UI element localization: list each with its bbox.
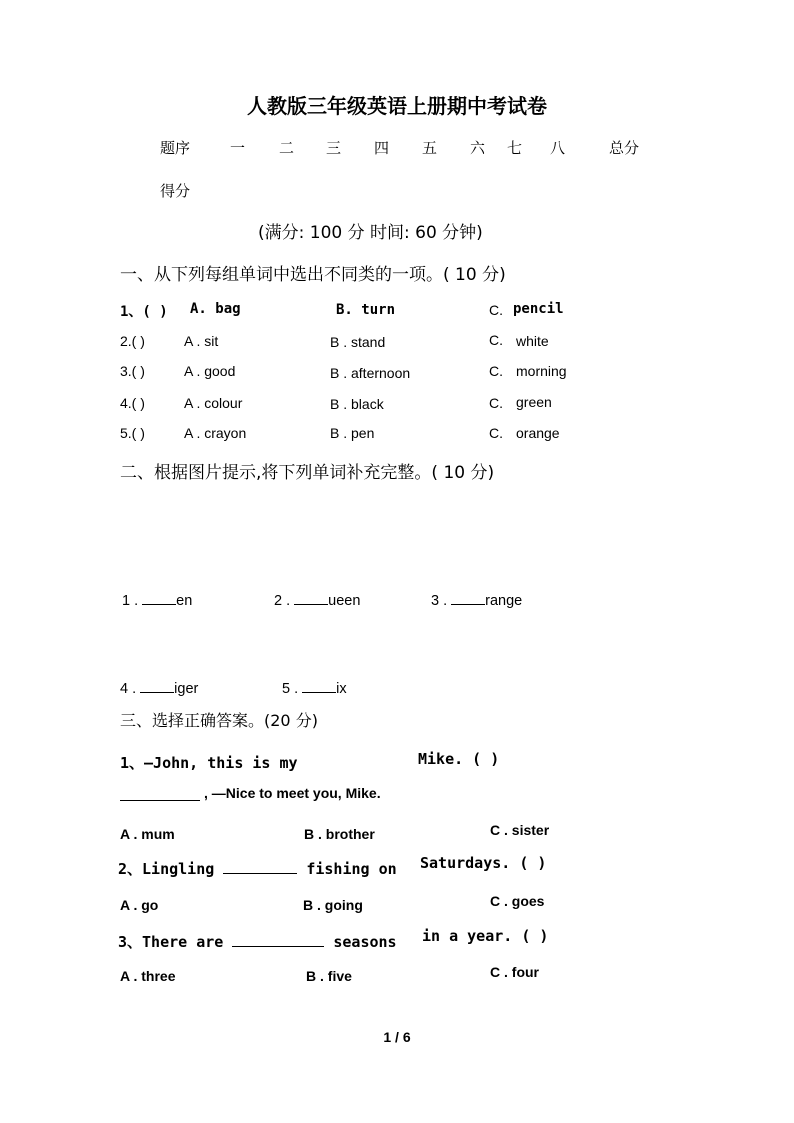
- s1-q1-option-c-label: C.: [489, 302, 503, 318]
- s2-q1-num: 1 .: [122, 593, 139, 609]
- s1-q2-option-b: B . stand: [330, 334, 386, 350]
- s3-q1-text-end: Mike. ( ): [418, 750, 500, 768]
- s3-q3-option-c: C . four: [490, 964, 539, 980]
- s3-q2-part2: fishing on: [306, 860, 397, 878]
- s2-q2-blank[interactable]: [294, 590, 328, 605]
- s2-q3-num: 3 .: [431, 593, 448, 609]
- s1-q3-option-a: A . good: [184, 363, 236, 379]
- s2-q4-suffix: iger: [174, 681, 199, 697]
- s3-q1-reply-text: —Nice to meet you, Mike.: [211, 785, 381, 801]
- s2-q1-suffix: en: [176, 593, 193, 609]
- s3-q2-option-c: C . goes: [490, 893, 545, 909]
- s2-q5: [282, 678, 347, 697]
- s1-q2-num: 2.( ): [120, 333, 145, 349]
- s1-q4-option-c-label: C.: [489, 395, 503, 411]
- s1-q4-option-c: green: [516, 394, 552, 410]
- s1-q3-option-c-label: C.: [489, 363, 503, 379]
- s3-q1-option-a: A . mum: [120, 826, 175, 842]
- s1-q2-option-c-label: C.: [489, 332, 503, 348]
- s3-q2-option-b: B . going: [303, 897, 363, 913]
- s3-q1-option-b: B . brother: [304, 826, 375, 842]
- s1-q4-num: 4.( ): [120, 395, 145, 411]
- s3-q3-part1: 3、There are: [118, 933, 224, 951]
- s1-q1-option-c: pencil: [513, 301, 564, 317]
- score-label-order: 题序: [160, 139, 191, 157]
- section2-heading: 二、根据图片提示,将下列单词补充完整。( 10 分): [120, 463, 495, 483]
- s2-q1-blank[interactable]: [142, 590, 176, 605]
- score-col-2: 二: [279, 139, 295, 157]
- section3-heading: 三、选择正确答案。(20 分): [120, 711, 318, 730]
- s2-q1: [122, 590, 192, 609]
- s1-q5-option-a: A . crayon: [184, 425, 247, 441]
- s2-q3: [431, 590, 522, 609]
- s3-q3-option-b: B . five: [306, 968, 352, 984]
- s2-q4-blank[interactable]: [140, 678, 174, 693]
- s3-q3-part2: seasons: [333, 933, 397, 951]
- s3-q1-option-c: C . sister: [490, 822, 550, 838]
- page-title: 人教版三年级英语上册期中考试卷: [247, 94, 547, 118]
- s2-q3-suffix: range: [485, 593, 523, 609]
- score-col-5: 五: [422, 139, 438, 157]
- score-col-4: 四: [374, 139, 390, 157]
- s1-q2-option-a: A . sit: [184, 333, 219, 349]
- score-total-label: 总分: [609, 139, 640, 157]
- s3-q1-text: 1、—John, this is my: [120, 754, 298, 772]
- s2-q5-blank[interactable]: [302, 678, 336, 693]
- s3-q2-option-a: A . go: [120, 897, 159, 913]
- s2-q3-blank[interactable]: [451, 590, 485, 605]
- s1-q5-option-c: orange: [516, 425, 560, 441]
- s3-q1-reply: , —Nice to meet you, Mike.: [204, 785, 381, 801]
- s3-q3-text: [118, 931, 397, 952]
- s2-q5-num: 5 .: [282, 681, 299, 697]
- s1-q3-num: 3.( ): [120, 363, 145, 379]
- s3-q2-blank[interactable]: [223, 858, 297, 874]
- s2-q2-num: 2 .: [274, 593, 291, 609]
- s1-q3-option-b: B . afternoon: [330, 365, 411, 381]
- s1-q1-num: 1、( ): [120, 304, 168, 320]
- s1-q4-option-b: B . black: [330, 396, 384, 412]
- score-col-1: 一: [230, 139, 246, 157]
- s2-q4-num: 4 .: [120, 681, 137, 697]
- s3-q3-text-end: in a year. ( ): [422, 927, 549, 945]
- s3-q2-part1: 2、Lingling: [118, 860, 215, 878]
- s2-q2-suffix: ueen: [328, 593, 361, 609]
- score-col-7: 七: [507, 139, 523, 157]
- s2-q4: [120, 678, 198, 697]
- section1-heading: 一、从下列每组单词中选出不同类的一项。( 10 分): [120, 265, 506, 285]
- s1-q1-option-b: B. turn: [336, 302, 396, 318]
- score-col-6: 六: [470, 139, 486, 157]
- exam-meta: (满分: 100 分 时间: 60 分钟): [258, 223, 483, 243]
- score-col-8: 八: [550, 139, 566, 157]
- s2-q5-suffix: ix: [336, 681, 347, 697]
- score-col-3: 三: [326, 139, 342, 157]
- s3-q2-text-end: Saturdays. ( ): [420, 854, 547, 872]
- s3-q2-text: [118, 858, 397, 879]
- s1-q1-option-a: A. bag: [190, 301, 241, 317]
- page-number: 1 / 6: [383, 1029, 411, 1045]
- score-label-points: 得分: [160, 182, 191, 200]
- s3-q3-option-a: A . three: [120, 968, 176, 984]
- s1-q4-option-a: A . colour: [184, 395, 243, 411]
- s1-q5-option-b: B . pen: [330, 425, 375, 441]
- s1-q2-option-c: white: [516, 333, 549, 349]
- s2-q2: [274, 590, 360, 609]
- s1-q5-option-c-label: C.: [489, 425, 503, 441]
- s3-q1-answer-blank[interactable]: [120, 800, 200, 801]
- s3-q3-blank[interactable]: [232, 931, 324, 947]
- s1-q5-num: 5.( ): [120, 425, 145, 441]
- s1-q3-option-c: morning: [516, 363, 567, 379]
